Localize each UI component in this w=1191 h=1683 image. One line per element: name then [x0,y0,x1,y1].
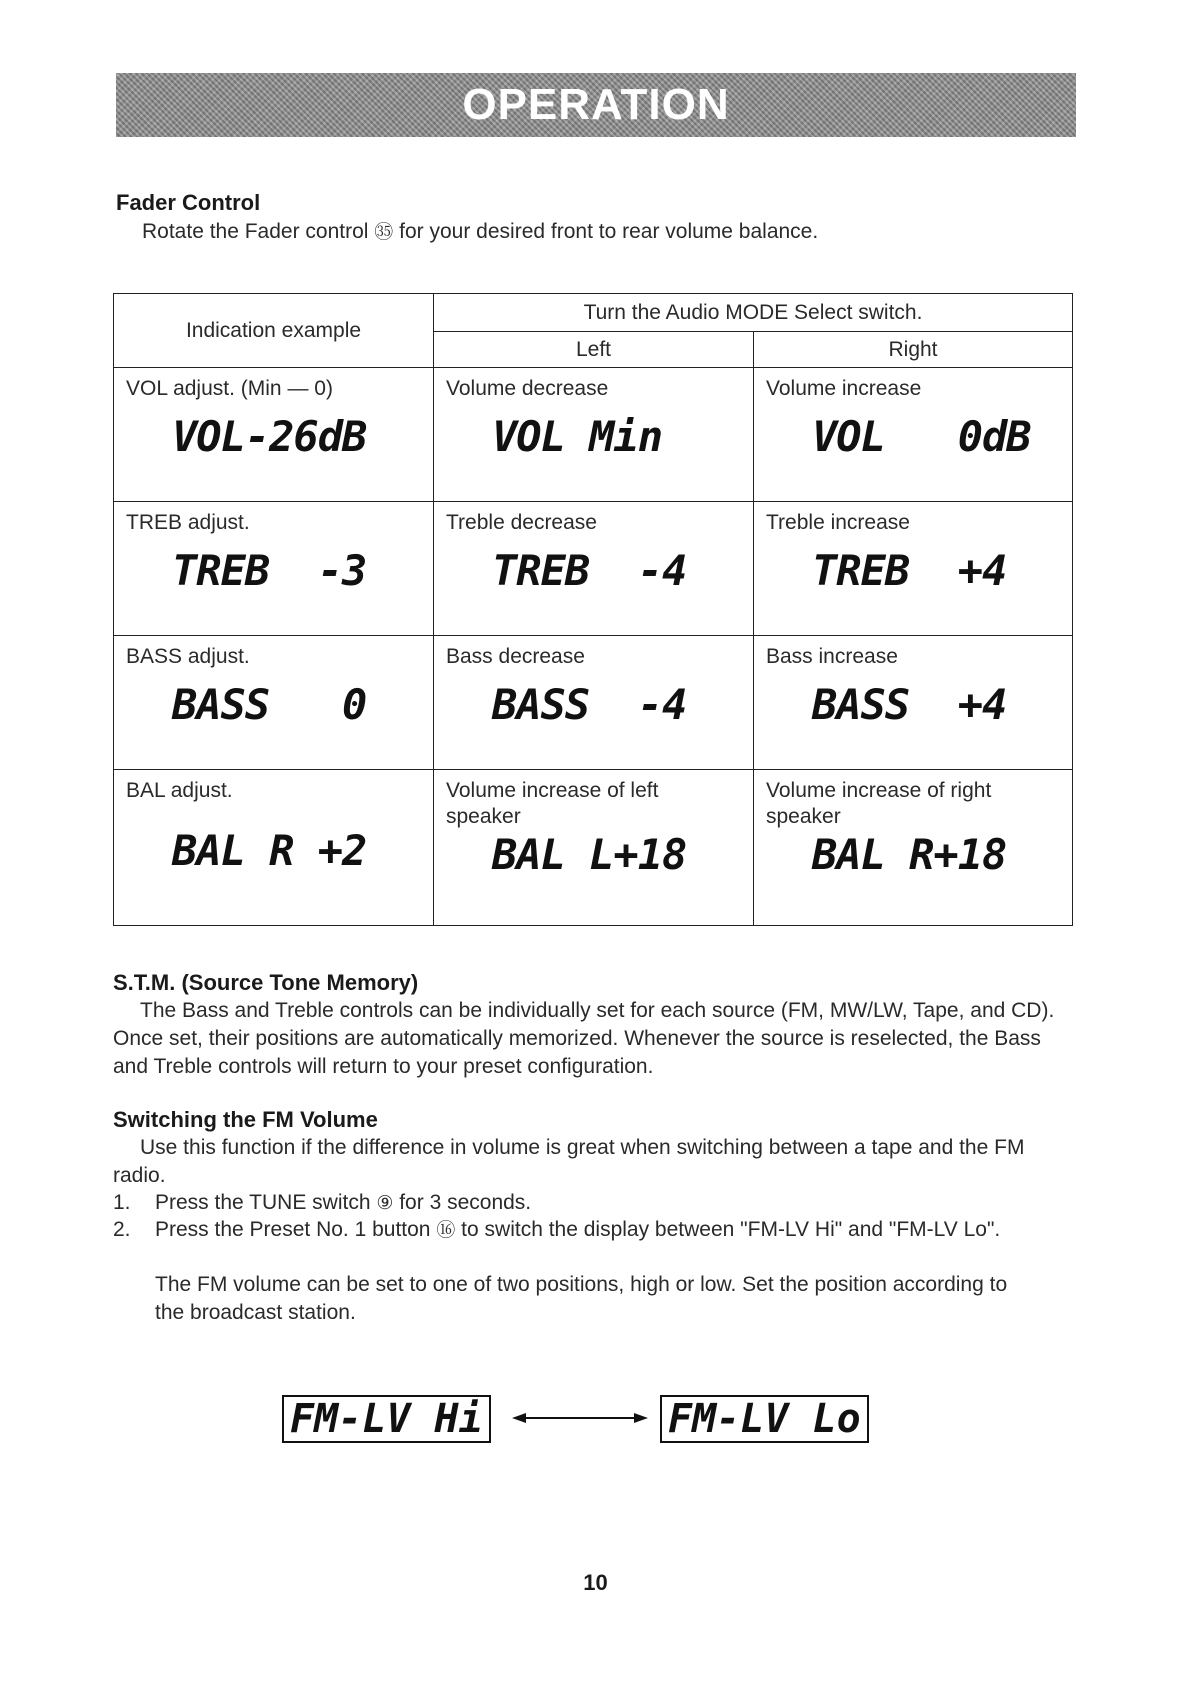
header-indication-example: Indication example [114,294,434,368]
step-1: Press the TUNE switch ⑨ for 3 seconds. [155,1191,532,1214]
control-ref-35: ㉟ [374,222,394,243]
table-row-treb [114,502,1073,636]
lcd-display: VOL 0dB [812,412,1031,461]
double-arrow-icon [510,1410,650,1426]
lcd-display: BASS +4 [812,680,1007,729]
right-label: Bass increase [766,645,898,668]
lcd-display: BAL R+18 [812,830,1007,879]
left-label: Treble decrease [446,511,597,534]
right-label: Volume increase of right speaker [766,779,992,828]
fm-volume-intro: Use this function if the difference in volume is great when switching between a tape and the FM radio. [113,1136,1025,1187]
indication-table [113,293,1073,926]
lcd-display: BASS -4 [492,680,687,729]
table-row-bal [114,770,1073,926]
lcd-display: TREB -3 [172,546,367,595]
page-title: OPERATION [462,80,730,129]
control-ref-16: ⑯ [436,1220,456,1241]
step-2: Press the Preset No. 1 button ⑯ to switch the display between "FM-LV Hi" and "FM-LV Lo". [155,1218,1001,1241]
fm-lv-hi-display: FM-LV Hi [282,1395,491,1443]
row-label: BASS adjust. [126,645,250,668]
lcd-display: VOL-26dB [172,412,367,461]
lcd-display: VOL Min [492,412,663,461]
control-ref-9: ⑨ [376,1193,394,1214]
header-right: Right [754,332,1073,368]
lcd-display: TREB +4 [812,546,1007,595]
section-banner [116,73,1076,137]
right-label: Volume increase [766,377,922,400]
lcd-display: BAL R +2 [172,826,367,875]
right-label: Treble increase [766,511,910,534]
left-label: Volume increase of left speaker [446,779,659,828]
page-number: 10 [583,1570,608,1595]
fm-volume-heading: Switching the FM Volume [113,1107,378,1132]
table-row-bass [114,636,1073,770]
stm-text: The Bass and Treble controls can be individually set for each source (FM, MW/LW, Tape, and CD). Once set, their positions are automatically memorized. Whenever the source is reselected, the Bass and Treble controls will return to your preset configuration. [113,999,1055,1078]
step-number: 2. [113,1218,131,1241]
lcd-display: BASS 0 [172,680,367,729]
fm-volume-note: The FM volume can be set to one of two positions, high or low. Set the position according to the broadcast station. [155,1273,1008,1324]
header-left: Left [434,332,754,368]
lcd-display: BAL L+18 [492,830,687,879]
lcd-display: TREB -4 [492,546,687,595]
stm-heading: S.T.M. (Source Tone Memory) [113,970,419,995]
header-audio-mode-switch: Turn the Audio MODE Select switch. [434,294,1073,332]
row-label: TREB adjust. [126,511,250,534]
table-row-vol [114,368,1073,502]
left-label: Bass decrease [446,645,585,668]
row-label: BAL adjust. [126,779,233,802]
fm-lv-lo-display: FM-LV Lo [660,1395,869,1443]
fader-heading: Fader Control [116,190,261,215]
left-label: Volume decrease [446,377,609,400]
fader-text: Rotate the Fader control ㉟ for your desired front to rear volume balance. [142,220,819,243]
row-label: VOL adjust. (Min — 0) [126,377,333,400]
step-number: 1. [113,1191,131,1214]
